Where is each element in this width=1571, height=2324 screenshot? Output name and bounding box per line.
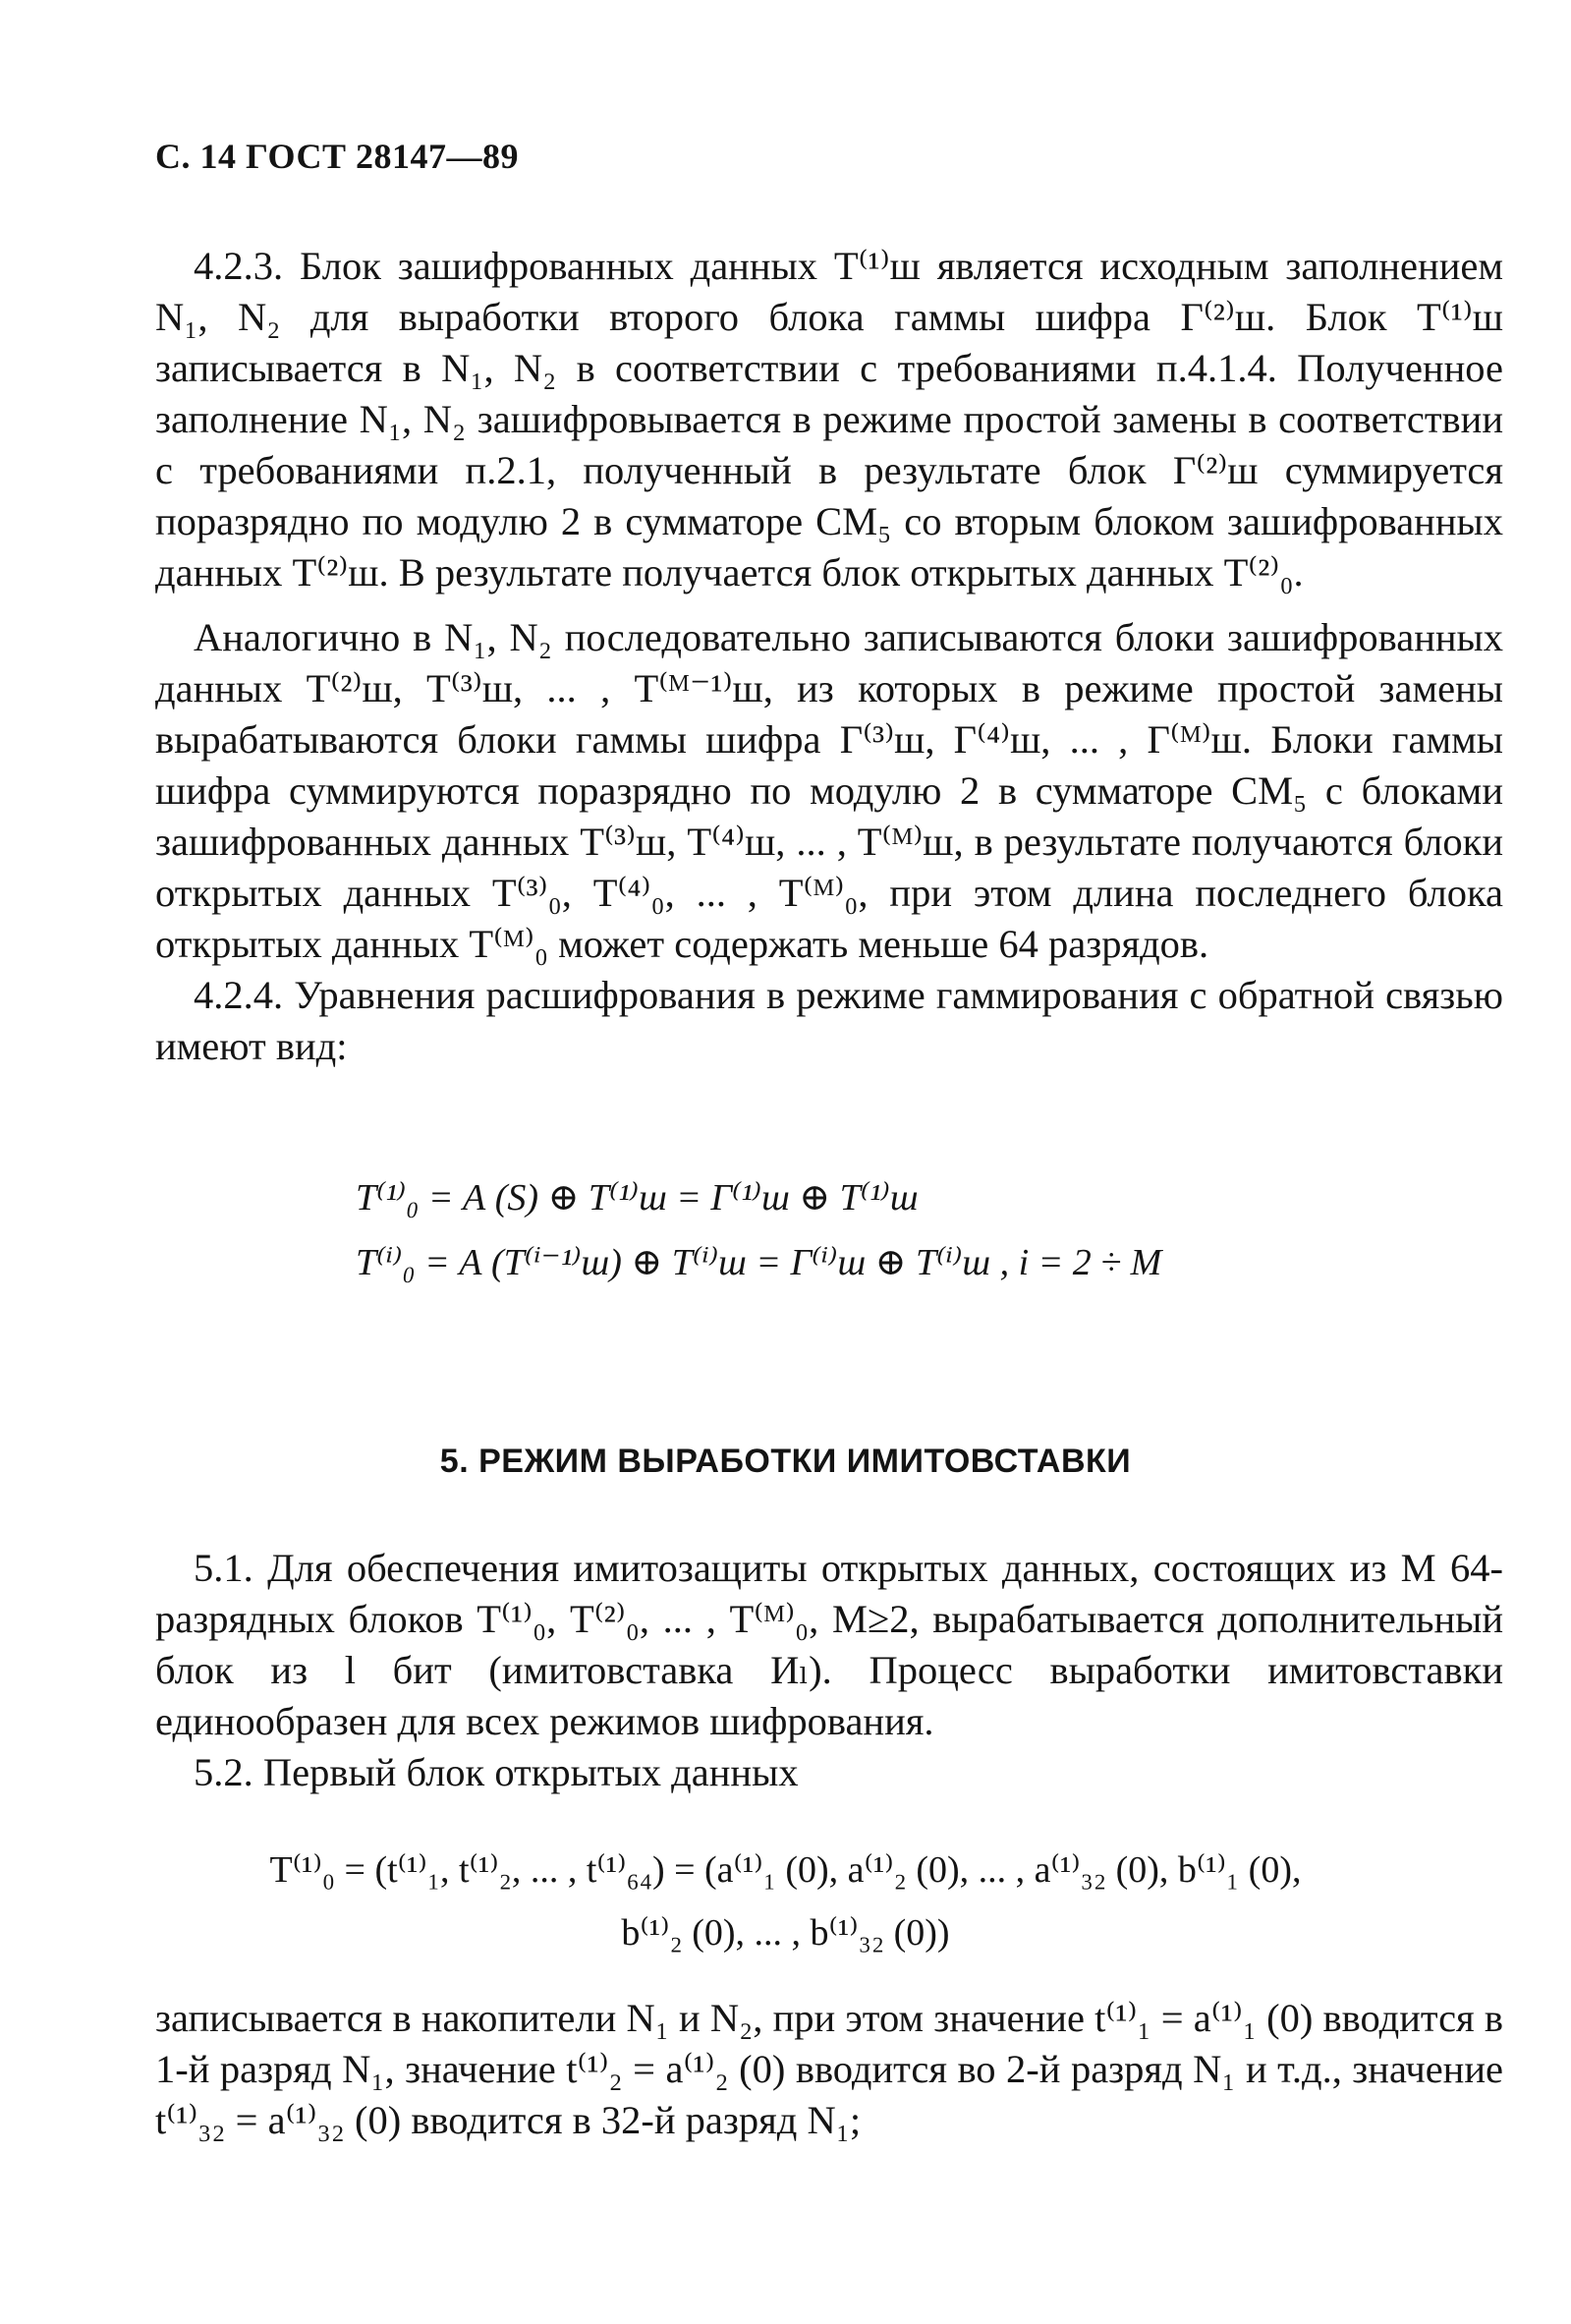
section-5 <box>155 1543 1503 1798</box>
paragraph-5-2-b: записывается в накопители N₁ и N₂, при этом значение t⁽¹⁾₁ = a⁽¹⁾₁ (0) вводится в 1-й разряд N₁, значение t⁽¹⁾₂ = a⁽¹⁾₂ (0) вводится во 2-й разряд N₁ и т.д., значение t⁽¹⁾₃₂ = a⁽¹⁾₃₂ (0) вводится в 32-й разряд N₁; <box>155 1996 1503 2142</box>
paragraph-4-2-3-b: Аналогично в N₁, N₂ последовательно записываются блоки зашифрованных данных Т⁽²⁾ш, Т⁽³⁾ш, ... , Т⁽ᴹ⁻¹⁾ш, из которых в режиме простой замены вырабатываются блоки гаммы шифра Г⁽³⁾ш, Г⁽⁴⁾ш, ... , Г⁽ᴹ⁾ш. Блоки гаммы шифра суммируются поразрядно по модулю 2 в сумматоре СМ₅ с блоками зашифрованных данных Т⁽³⁾ш, Т⁽⁴⁾ш, ... , Т⁽ᴹ⁾ш, в результате получаются блоки открытых данных Т⁽³⁾₀, Т⁽⁴⁾₀, ... , Т⁽ᴹ⁾₀, при этом длина последнего блока открытых данных Т⁽ᴹ⁾₀ может содержать меньше 64 разрядов. <box>155 615 1503 966</box>
paragraph-4-2-3-a: 4.2.3. Блок зашифрованных данных Т⁽¹⁾ш является исходным заполнением N₁, N₂ для выработки второго блока гаммы шифра Г⁽²⁾ш. Блок Т⁽¹⁾ш записывается в N₁, N₂ в соответствии с требованиями п.4.1.4. Полученное заполнение N₁, N₂ зашифровывается в режиме простой замены в соответствии с требованиями п.2.1, полученный в результате блок Г⁽²⁾ш суммируется поразрядно по модулю 2 в сумматоре СМ₅ со вторым блоком зашифрованных данных Т⁽²⁾ш. В результате получается блок открытых данных Т⁽²⁾₀. <box>155 244 1503 595</box>
paragraph-5-1: 5.1. Для обеспечения имитозащиты открытых данных, состоящих из М 64-разрядных блоков Т⁽¹⁾₀, Т⁽²⁾₀, ... , Т⁽ᴹ⁾₀, М≥2, вырабатывается дополнительный блок из l бит (имитовставка Иₗ). Процесс выработки имитовставки единообразен для всех режимов шифрования. <box>155 1546 1503 1743</box>
paragraph-4-2-4: 4.2.4. Уравнения расшифрования в режиме гаммирования с обратной связью имеют вид: <box>155 973 1503 1068</box>
equation-decrypt-1: Т⁽¹⁾₀ = А (S) ⊕ Т⁽¹⁾ш = Г⁽¹⁾ш ⊕ Т⁽¹⁾ш <box>356 1177 919 1219</box>
equation-first-block-cont: b⁽¹⁾₂ (0), ... , b⁽¹⁾₃₂ (0)) <box>621 1912 950 1954</box>
section-5-2-cont <box>155 1993 1503 2146</box>
equation-decrypt-i: Т⁽ⁱ⁾₀ = А (Т⁽ⁱ⁻¹⁾ш) ⊕ Т⁽ⁱ⁾ш = Г⁽ⁱ⁾ш ⊕ Т⁽ⁱ⁾ш , i = 2 ÷ М <box>356 1242 1162 1283</box>
page-header: С. 14 ГОСТ 28147—89 <box>155 137 519 176</box>
section-4-2-3 <box>155 241 1503 1072</box>
equation-first-block: Т⁽¹⁾₀ = (t⁽¹⁾₁, t⁽¹⁾₂, ... , t⁽¹⁾₆₄) = (a⁽¹⁾₁ (0), a⁽¹⁾₂ (0), ... , a⁽¹⁾₃₂ (0), b⁽¹⁾₁ (0), <box>269 1849 1302 1891</box>
paragraph-5-2: 5.2. Первый блок открытых данных <box>194 1750 799 1794</box>
section-5-heading: 5. РЕЖИМ ВЫРАБОТКИ ИМИТОВСТАВКИ <box>439 1443 1132 1480</box>
